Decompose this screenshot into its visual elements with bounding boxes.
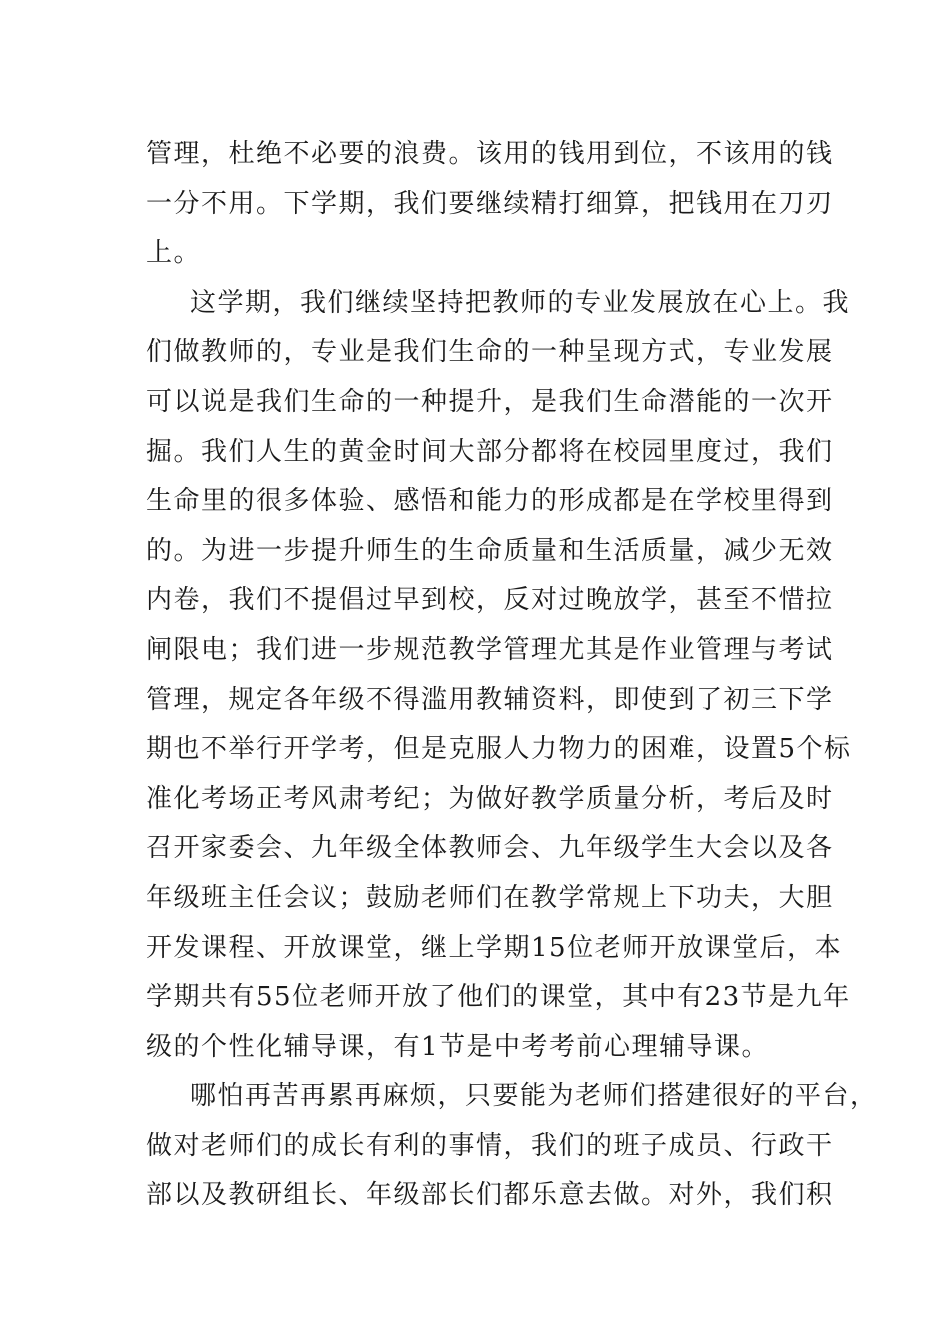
text-line: 召开家委会、九年级全体教师会、九年级学生大会以及各 <box>146 833 834 864</box>
text-line: 掘。我们人生的黄金时间大部分都将在校园里度过，我们 <box>146 436 834 467</box>
body-text <box>146 130 878 1221</box>
text-line: 准化考场正考风肃考纪；为做好教学质量分析，考后及时 <box>146 783 834 814</box>
text-line: 期也不举行开学考，但是克服人力物力的困难，设置5个标 <box>146 734 852 765</box>
text-line: 做对老师们的成长有利的事情，我们的班子成员、行政干 <box>146 1130 834 1161</box>
text-line: 年级班主任会议；鼓励老师们在教学常规上下功夫，大胆 <box>146 882 834 913</box>
text-line: 管理，杜绝不必要的浪费。该用的钱用到位，不该用的钱 <box>146 139 834 169</box>
paragraph-first-line: 这学期，我们继续坚持把教师的专业发展放在心上。我 <box>190 287 851 318</box>
text-line: 开发课程、开放课堂，继上学期15位老师开放课堂后，本 <box>146 932 843 963</box>
text-line: 一分不用。下学期，我们要继续精打细算，把钱用在刀刃 <box>146 188 834 219</box>
text-line: 可以说是我们生命的一种提升，是我们生命潜能的一次开 <box>146 386 834 417</box>
text-line: 生命里的很多体验、感悟和能力的形成都是在学校里得到 <box>146 486 834 517</box>
text-line: 闸限电；我们进一步规范教学管理尤其是作业管理与考试 <box>146 634 834 665</box>
text-line: 们做教师的，专业是我们生命的一种呈现方式，专业发展 <box>146 337 834 368</box>
text-line: 级的个性化辅导课，有1节是中考考前心理辅导课。 <box>146 1031 770 1062</box>
text-line: 内卷，我们不提倡过早到校，反对过晚放学，甚至不惜拉 <box>146 585 834 616</box>
text-line: 上。 <box>146 238 202 269</box>
paragraph-first-line: 哪怕再苦再累再麻烦，只要能为老师们搭建很好的平台， <box>190 1081 878 1112</box>
text-line: 部以及教研组长、年级部长们都乐意去做。对外，我们积 <box>146 1180 834 1211</box>
text-line: 学期共有55位老师开放了他们的课堂，其中有23节是九年 <box>146 982 851 1013</box>
text-line: 管理，规定各年级不得滥用教辅资料，即使到了初三下学 <box>146 684 834 715</box>
text-line: 的。为进一步提升师生的生命质量和生活质量，减少无效 <box>146 535 834 566</box>
